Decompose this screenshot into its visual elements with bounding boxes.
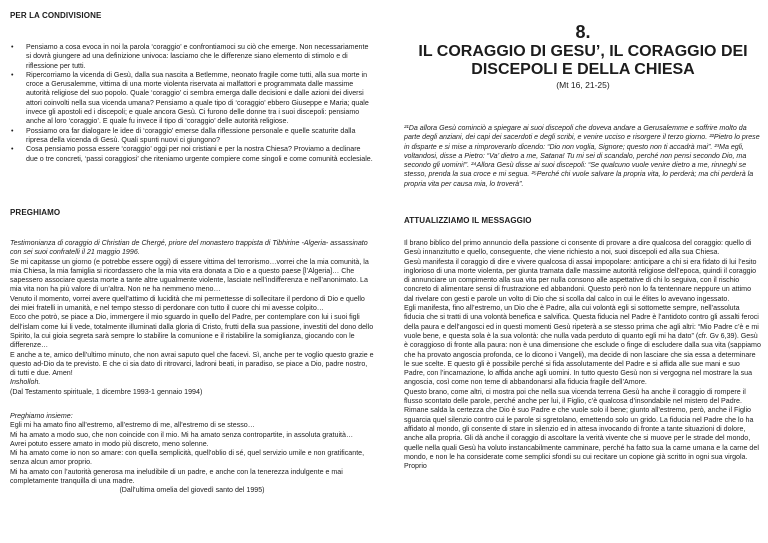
testament-paragraph: E anche a te, amico dell’ultimo minuto, che non avrai saputo quel che facevi. Sì, anche per te voglio questo grazie e questo ad-Dio da te previsto. E che ci sia dato di ritrovarci, ladroni beati, in paradiso, se piace a Dio, padre nostro, di tutti e due. Amen! <box>10 350 374 378</box>
testament-intro: Testimonianza di coraggio di Christian de Chergé, priore del monastero trappista di Tibhirine -Algeria- assassinato con sei suoi confratelli il 21 maggio 1996. <box>10 239 368 257</box>
condivisione-heading: PER LA CONDIVISIONE <box>10 11 102 20</box>
prayer-line: Mi ha amato come io non so amare: con quella semplicità, quell’oblio di sé, quel servizio umile e non gratificante, senza alcun amor proprio. <box>10 449 365 467</box>
message-paragraph: Egli manifesta, fino all’estremo, un Dio che è Padre, alla cui volontà egli si sottomette sempre, nell’assoluta fiducia che si tratti di una volontà benefica e salvifica. Questa fiducia nel Padre è l’antidoto contro gli assalti feroci della paura e dell’angosci ed in questi momenti Gesù ripeterà a se stesso prima che agli altri: “Mio Padre c’è e mi vuole bene, e questa sola è la sua volontà: che nulla vada perduto di quanto egli mi ha dato” (cfr. Gv 6,39). Gesù è coraggioso di fronte alla paura: non è una dimensione che esclude o finge di escludere dalla sua vita (sappiamo che ha provato angoscia profonda, ce lo dicono i Vangeli), ma decide di non lasciare che sia essa a determinare le sue scelte. E questo gli è possibile perché si fida assolutamente del Padre e si affida alle sue mani e suo Padre, con l’incarnazione, lo affida anche agli uomini. In tutto questo Gesù non si vergogna nel mostrare la sua angoscia, così come non teme di abbandonarsi alla fiducia fragile dell’Amore. <box>404 304 761 387</box>
prayer-line: Mi ha amato con l’autorità generosa ma ineludibile di un padre, e anche con la tenerezza indulgente e mai completamente tranquilla di una madre. <box>10 467 343 486</box>
testament-closing: Insholloh. <box>10 378 41 387</box>
message-body <box>404 239 762 471</box>
prayer-intro: Preghiamo insieme: <box>10 412 73 420</box>
chapter-title: IL CORAGGIO DI GESU’, IL CORAGGIO DEI DISCEPOLI E DELLA CHIESA <box>418 43 748 78</box>
preghiamo-heading: PREGHIAMO <box>10 208 61 217</box>
prayer-line: Mi ha amato a modo suo, che non coincide con il mio. Mi ha amato senza contropartite, in assoluta gratuità… <box>10 430 354 439</box>
discussion-questions <box>10 43 374 164</box>
prayer-line: Egli mi ha amato fino all’estremo, all’estremo di me, all’estremo di se stesso… <box>10 421 255 430</box>
testament-paragraph: Ecco che potrò, se piace a Dio, immergere il mio sguardo in quello del Padre, per contemplare con lui i suoi figli dell’islam come lui li vede, totalmente illuminati dalla gloria di Cristo, frutti della sua passione, investiti del dono dello Spirito, la cui gioia segreta sarà sempre lo stabilire la comunione e il ristabilire la somiglianza, giocando con le differenze… <box>10 313 374 350</box>
question-item: • Possiamo ora far dialogare le idee di ‘coraggio’ emerse dalla riflessione personale e quelle scaturite dalla ripresa della vicenda di Gesù. Quali spunti nuovi ci giungono? <box>10 127 374 146</box>
gospel-passage: ²¹Da allora Gesù cominciò a spiegare ai suoi discepoli che doveva andare a Gerusalemme e soffrire molto da parte degli anziani, dei capi dei sacerdoti e degli scribi, e venire ucciso e risorgere il terzo giorno. ²²Pietro lo prese in disparte e si mise a rimproverarlo dicendo: “Dio non voglia, Signore; questo non ti accadrà mai”. ²³Ma egli, voltandosi, disse a Pietro: “Va’ dietro a me, Satana! Tu mi sei di scandalo, perché non pensi secondo Dio, ma secondo gli uomini!”. ²⁴Allora Gesù disse ai suoi discepoli: “Se qualcuno vuole venire dietro a me, rinneghi se stesso, prenda la sua croce e mi segua. ²⁵Perché chi vuole salvare la propria vita, lo perderà; ma chi perderà la propria vita per causa mia, lo troverà”. <box>404 124 760 188</box>
prayer-source: (Dall’ultima omelia del giovedì santo del 1995) <box>119 486 265 495</box>
question-item: • Pensiamo a cosa evoca in noi la parola ‘coraggio’ e confrontiamoci su ciò che emerge. Non necessariamente si dovrà giungere ad una definizione univoca: lasciamo che le differenze siano elemento di stimolo e di riflessione per tutti. <box>10 43 374 71</box>
prayer-block <box>10 412 374 496</box>
scripture-reference: (Mt 16, 21-25) <box>556 80 610 90</box>
question-item: • Cosa pensiamo possa essere ‘coraggio’ oggi per noi cristiani e per la nostra Chiesa? Proviamo a declinare due o tre concreti, ‘passi coraggiosi’ che riteniamo urgente compiere come singoli e come comunità ecclesiale. <box>10 145 374 164</box>
message-paragraph: Questo brano, come altri, ci mostra poi che nella sua vicenda terrena Gesù ha anche il coraggio di rompere il flusso scontato delle parole, perché anche per lui, il Figlio, c’è qualcosa d’insondabile nel mistero del Padre. Rimane salda la certezza che Dio è suo Padre e che vuole solo il bene; giunto all’estremo, però, anche il Figlio sguarcia quel silenzio contro cui le parole si sgretolano, emettendo solo un grido. La fiducia nel Padre che lo ha affidato al mondo, gli consente di stare in silenzio ed in attesa invocando di fronte a tante situazioni di dolore, anche alla propria. Gli dà anche il coraggio di ascoltare la verità vivente che si muove per le strade del mondo, quelle nella quali Gesù ha voluto instancabilmente camminare, perché ha fatto sua la carne umana e la carne del mondo, e non le ha considerate come semplici sfondi su cui recitare un copione già scritto in ogni sua virgola. Proprio <box>404 387 759 471</box>
testament-block <box>10 239 374 397</box>
chapter-number: 8. <box>575 22 591 42</box>
question-item: • Ripercorriamo la vicenda di Gesù, dalla sua nascita a Betlemme, neonato fragile come tutti, alla sua morte in croce a Gerusalemme, vittima di una morte violenta riservata ai malfattori e programmata dalle massime autorità religiose del suo popolo. Quale ‘coraggio’ ci sembra emerga dalle decisioni e dalle azioni dei diversi attori coinvolti nella sua vicenda umana? Pensiamo a quale tipo di ‘coraggio’ ebbero Giuseppe e Maria; quale invece gli apostoli ed i discepoli; e quale ancora Gesù. Ci furono delle donne tra i suoi discepoli: pensiamo anche al loro ‘coraggio’. E quale fu invece il tipo di ‘coraggio’ delle autorità religiose. <box>10 71 374 127</box>
testament-paragraph: Se mi capitasse un giorno (e potrebbe essere oggi) di essere vittima del terrorismo…vorrei che la mia comunità, la mia Chiesa, la mia famiglia si ricordassero che la mia vita era donata a Dio e a questo paese [l’Algeria]… Che sapessero associare questa morte a tante altre ugualmente violente, lasciate nell’indifferenza e nell’anonimato. La mia vita non ha più valore di un’altra. Non ne ha nemmeno meno… <box>10 257 369 294</box>
testament-source: (Dal Testamento spirituale, 1 dicembre 1993-1 gennaio 1994) <box>10 387 203 396</box>
prayer-line: Avrei potuto essere amato in modo più discreto, meno solenne. <box>10 439 209 448</box>
message-paragraph: Gesù manifesta il coraggio di dire e vivere qualcosa di assai impopolare: anticipare a chi si era fidato di lui l’esito inglorioso di una morte violenta, per giunta tramata dalle massime autorità religiose dell’epoca, quindi il coraggio di annunciare un compimento alla sua vita per nulla consono alle aspettative di chi lo seguiva, con il rischio concreto di alimentare sensi di frustrazione ed abbandoni. Questo però non lo fa tentennare neppure un attimo dal rivelare con gesti e parole un volto di Dio che si scolla dal calco in cui le élites lo avevano ingessato. <box>404 257 757 303</box>
message-paragraph: Il brano biblico del primo annuncio della passione ci consente di provare a dire qualcosa del coraggio: quello di Gesù innanzitutto e quello, conseguente, che viene richiesto a noi, suoi discepoli ed alla sua Chiesa. <box>404 239 752 257</box>
testament-paragraph: Venuto il momento, vorrei avere quell’attimo di lucidità che mi permettesse di sollecitare il perdono di Dio e quello dei miei fratelli in umanità, e nel tempo stesso di perdonare con tutto il cuore chi mi avesse colpito… <box>10 294 365 313</box>
message-heading: ATTUALIZZIAMO IL MESSAGGIO <box>404 216 532 225</box>
